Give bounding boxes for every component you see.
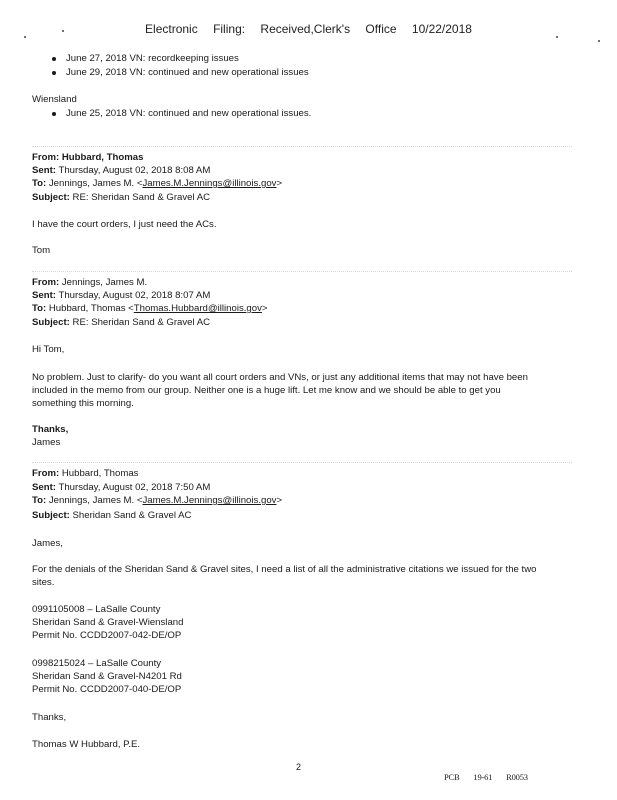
email2-thanks: Thanks, — [32, 424, 69, 435]
email1-to: To: Jennings, James M. <James.M.Jennings@illinois.gov> — [32, 178, 283, 189]
email1-sent: Sent: Thursday, August 02, 2018 8:08 AM — [32, 165, 211, 176]
email3-greeting: James, — [32, 538, 63, 549]
email1-from: From: Hubbard, Thomas — [32, 152, 144, 163]
email1-subject: Subject: RE: Sheridan Sand & Gravel AC — [32, 192, 211, 203]
email-link[interactable]: Thomas.Hubbard@illinois.gov — [133, 303, 262, 314]
site-line: 0998215024 – LaSalle County — [32, 658, 162, 669]
email2-subject: Subject: RE: Sheridan Sand & Gravel AC — [32, 317, 211, 328]
site-line: Permit No. CCDD2007-042-DE/OP — [32, 630, 182, 641]
email3-subject: Subject: Sheridan Sand & Gravel AC — [32, 510, 192, 521]
email2-signature: James — [32, 437, 61, 448]
email3-signature: Thomas W Hubbard, P.E. — [32, 739, 141, 750]
email-separator — [32, 271, 572, 272]
email-link[interactable]: James.M.Jennings@illinois.gov — [142, 495, 277, 506]
header-date: 10/22/2018 — [411, 22, 472, 36]
filing-header — [0, 22, 617, 36]
email-separator — [32, 146, 572, 147]
bullet-icon — [52, 71, 56, 75]
pcb-stamp: PCB 19-61 R0053 — [444, 772, 528, 782]
scan-speck — [24, 36, 26, 38]
email3-to: To: Jennings, James M. <James.M.Jennings@illinois.gov> — [32, 495, 283, 506]
email2-from: From: Jennings, James M. — [32, 277, 148, 288]
section-label: Wiensland — [32, 94, 77, 105]
header-received: Received,Clerk's — [260, 22, 351, 36]
scan-speck — [598, 40, 600, 42]
site-line: 0991105008 – LaSalle County — [32, 604, 161, 615]
header-office: Office — [365, 22, 397, 36]
email1-body: I have the court orders, I just need the ACs. — [32, 219, 217, 230]
scan-speck — [62, 30, 64, 32]
email3-from: From: Hubbard, Thomas — [32, 468, 139, 479]
email2-to: To: Hubbard, Thomas <Thomas.Hubbard@illinois.gov> — [32, 303, 268, 314]
email2-body-line: something this morning. — [32, 398, 134, 409]
site-line: Sheridan Sand & Gravel-N4201 Rd — [32, 671, 182, 682]
bullet-icon — [52, 112, 56, 116]
email3-body-line: For the denials of the Sheridan Sand & Gravel sites, I need a list of all the administrative citations we issued for the two — [32, 564, 537, 575]
email2-greeting: Hi Tom, — [32, 344, 65, 355]
scan-speck — [556, 36, 558, 38]
email-separator — [32, 462, 572, 463]
site-line: Permit No. CCDD2007-040-DE/OP — [32, 684, 182, 695]
email3-sent: Sent: Thursday, August 02, 2018 7:50 AM — [32, 482, 211, 493]
email2-sent: Sent: Thursday, August 02, 2018 8:07 AM — [32, 290, 211, 301]
email3-body-line: sites. — [32, 577, 55, 588]
email-link[interactable]: James.M.Jennings@illinois.gov — [142, 178, 277, 189]
email1-signature: Tom — [32, 245, 51, 256]
email2-body-line: included in the memo from our group. Neither one is a huge lift. Let me know and we should be able to get you — [32, 385, 501, 396]
header-electronic: Electronic — [145, 22, 198, 36]
email3-thanks: Thanks, — [32, 712, 67, 723]
email2-body-line: No problem. Just to clarify- do you want all court orders and VNs, or just any additional items that may not have been — [32, 372, 528, 383]
page-number: 2 — [296, 762, 302, 772]
site-line: Sheridan Sand & Gravel-Wiensland — [32, 617, 184, 628]
bullet-icon — [52, 57, 56, 61]
header-filing: Filing: — [213, 22, 246, 36]
